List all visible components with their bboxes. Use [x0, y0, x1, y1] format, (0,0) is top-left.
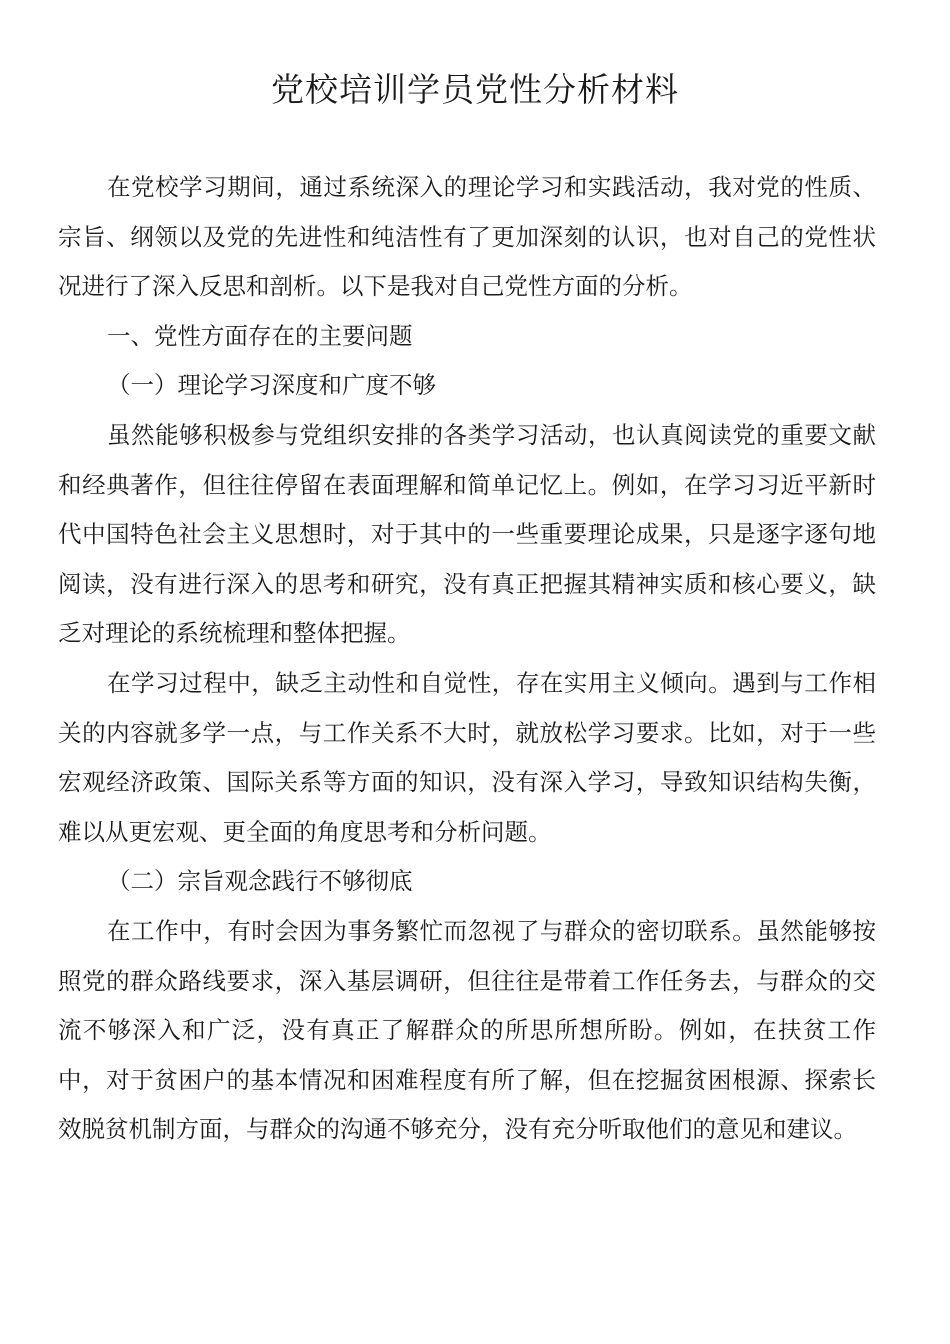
section-heading-1: 一、党性方面存在的主要问题 [107, 321, 413, 350]
document-body [58, 163, 876, 1155]
paragraph-study-initiative: 在学习过程中，缺乏主动性和自觉性，存在实用主义倾向。遇到与工作相关的内容就多学一点，与工作关系不大时，就放松学习要求。比如，对于一些宏观经济政策、国际关系等方面的知识，没有深入学习，导致知识结构失衡，难以从更宏观、更全面的角度思考和分析问题。 [58, 668, 876, 846]
subsection-heading-1: （一）理论学习深度和广度不够 [107, 371, 436, 400]
paragraph-mass-line: 在工作中，有时会因为事务繁忙而忽视了与群众的密切联系。虽然能够按照党的群众路线要求，深入基层调研，但往往是带着工作任务去，与群众的交流不够深入和广泛，没有真正了解群众的所思所想所盼。例如，在扶贫工作中，对于贫困户的基本情况和困难程度有所了解，但在挖掘贫困根源、探索长效脱贫机制方面，与群众的沟通不够充分，没有充分听取他们的意见和建议。 [58, 916, 876, 1144]
document-title: 党校培训学员党性分析材料 [271, 70, 679, 109]
paragraph-theory-study: 虽然能够积极参与党组织安排的各类学习活动，也认真阅读党的重要文献和经典著作，但往往停留在表面理解和简单记忆上。例如，在学习习近平新时代中国特色社会主义思想时，对于其中的一些重要理论成果，只是逐字逐句地阅读，没有进行深入的思考和研究，没有真正把握其精神实质和核心要义，缺乏对理论的系统梳理和整体把握。 [58, 420, 876, 648]
intro-paragraph: 在党校学习期间，通过系统深入的理论学习和实践活动，我对党的性质、宗旨、纲领以及党的先进性和纯洁性有了更加深刻的认识，也对自己的党性状况进行了深入反思和剖析。以下是我对自己党性方面的分析。 [58, 173, 876, 301]
subsection-heading-2: （二）宗旨观念践行不够彻底 [107, 867, 413, 896]
